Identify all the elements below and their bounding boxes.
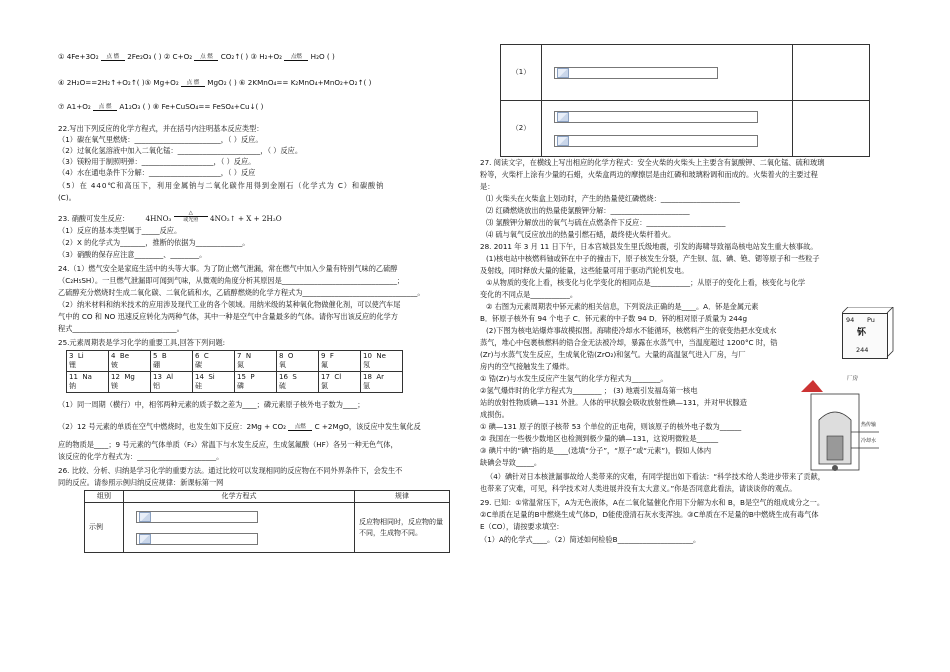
q25-title: 25.元素周期表是学习化学的重要工具,回答下列问题: <box>58 338 226 347</box>
q26-header-row <box>85 491 450 503</box>
element-cell <box>235 372 277 393</box>
q22-line: （5）在 440℃和高压下，利用金属钠与二氧化碳作用得到金刚石（化学式为 C）和碳酸钠 <box>58 181 385 190</box>
q26-rule-cell <box>793 45 870 101</box>
element-cell <box>361 351 403 372</box>
element-cell <box>235 351 277 372</box>
condition-text: 点 燃 <box>101 54 125 61</box>
q25-text: （2）12 号元素的单质在空气中燃烧时，也发生如下反应：2Mg + CO₂ <box>58 422 286 431</box>
q22-line: （2）过氧化氢溶液中加入二氧化锰：_______________________，（ ）反应。 <box>58 146 303 155</box>
q26-row-label: （2） <box>501 101 542 157</box>
q24-line: 乙硫醇充分燃烧时生成二氧化碳、二氧化硫和水，乙硫醇燃烧的化学方程式为________________________________。 <box>58 288 425 297</box>
element-text: 16 S 硫 <box>279 373 297 390</box>
element-cell <box>193 372 235 393</box>
element-text: 5 B 硼 <box>153 352 167 369</box>
image-placeholder-icon <box>557 112 569 122</box>
q28-line: ② 右图为元素周期表中钚元素的相关信息，下列说法正确的是____。A．钚是金属元素 <box>486 302 759 311</box>
eq-text: 2Fe₂O₃ ( ) ② C+O₂ <box>127 52 193 61</box>
answer-box[interactable] <box>554 111 758 123</box>
q26-rule-cell <box>793 101 870 157</box>
eq-text: ④ 2H₂O==2H₂↑+O₂↑( )⑤ Mg+O₂ <box>58 78 179 87</box>
eq-text: 4HNO₃ <box>145 214 172 223</box>
condition-text: △ <box>174 210 208 217</box>
q26-example-row <box>85 503 450 553</box>
q27-line: 是： <box>480 182 495 191</box>
element-cell <box>361 372 403 393</box>
image-placeholder-icon <box>557 136 569 146</box>
q27-line: 粉等，火柴杆上涂有少量的石蜡，火柴盒两边的摩擦层是由红磷和玻璃粉调和而成的。火柴着火的主要过程 <box>480 170 818 179</box>
q23-line: （3）硝酸的保存应注意________、________。 <box>58 250 207 259</box>
element-text: 11 Na 钠 <box>69 373 92 390</box>
periodic-row <box>67 372 403 393</box>
q28-line: 也带来了灾难，可见，科学技术对人类进展并没有太大意义。”你是否同意此看法，请谈谈你的观点。 <box>480 484 797 493</box>
q23-equation <box>58 210 282 223</box>
q27-line: ⑶ 氯酸钾分解放出的氧气与硫在点燃条件下反应：______________________ <box>486 218 726 227</box>
eq-text: ⑦ A1+O₂ <box>58 102 91 111</box>
q26-table-continued <box>500 44 870 157</box>
pu-atomic-number: 94 <box>846 316 855 324</box>
answer-box[interactable] <box>554 67 718 79</box>
q25-text: C +2MgO，该反应中发生氧化反 <box>314 422 421 431</box>
q28-line: ① 碘—131 原子的原子核带 53 个单位的正电荷，则该原子的核外电子数为______ <box>480 422 742 431</box>
q29-line: ②C单质在足量的B中燃烧生成气体D，D能使澄清石灰水变浑浊。③C单质在不足量的B中燃烧生成有毒气体 <box>480 510 819 519</box>
element-cell <box>109 351 151 372</box>
q26-equation-cell <box>542 101 793 157</box>
condition-text: 点 燃 <box>181 80 205 87</box>
cooling-water-label: 冷却水 <box>861 438 877 444</box>
condition-mark <box>194 54 218 61</box>
q22-line: （3）镁粉用于制照明弹：____________________，（ ）反应。 <box>58 157 256 166</box>
core-shape <box>827 436 843 460</box>
element-text: 10 Ne 氖 <box>363 352 386 369</box>
q24-line: 气中的 CO 和 NO 迅速反应转化为两种气体，其中一种是空气中含量最多的气体。请你写出该反应的化学方 <box>58 312 398 321</box>
element-cell <box>277 372 319 393</box>
element-text: 18 Ar 氩 <box>363 373 385 390</box>
element-text: 14 Si 硅 <box>195 373 215 390</box>
equation-line-1 <box>58 52 335 61</box>
q26-row-label: （1） <box>501 45 542 101</box>
q28-line: ②氢气爆炸时的化学方程式为________ ； (3) 地震引发福岛第一核电 <box>480 386 698 395</box>
q27-line: 27. 阅读文字，在横线上写出相应的化学方程式：安全火柴的火柴头上主要含有氯酸钾、二氧化锰、硫和玻璃 <box>480 158 825 167</box>
condition-text: 点 燃 <box>93 104 117 111</box>
q23-line: （2）X 的化学式为_______，推断的依据为_____________。 <box>58 238 250 247</box>
q28-line: 及射线，同时释放大量的能量，这些能量可用于驱动汽轮机发电。 <box>480 266 689 275</box>
q24-line: （C₂H₅SH）。一旦燃气泄漏即可闻到气味，从微观的角度分析其原因是________________________________； <box>58 276 404 285</box>
equation-line-2 <box>58 78 371 87</box>
q24-line: 程式_____________________________。 <box>58 324 184 333</box>
q28-line: （4）碘针对日本核泄漏事故给人类带来的灾难，有同学提出如下看法：“科学技术给人类进步带来了贡献， <box>486 472 825 481</box>
condition-text: 点燃 <box>288 424 312 431</box>
q28-line: (Zr)与水蒸气发生反应，生成氧化锆(ZrO₂)和氢气。大量的高温氢气进入厂房，与厂 <box>480 350 746 359</box>
image-placeholder-icon <box>139 512 151 522</box>
q22-line: （1）碳在氧气里燃烧：________________________，（ ）反应。 <box>58 135 263 144</box>
element-cell <box>109 372 151 393</box>
periodic-row <box>67 351 403 372</box>
q25-line-2 <box>58 422 421 431</box>
card-3d-edge <box>842 307 894 359</box>
q26-row-label: 示例 <box>85 503 124 553</box>
q26-equation-cell <box>124 503 355 553</box>
q28-line: (2)下图为核电站爆炸事故模拟图。海啸使冷却水不能循环，核燃料产生的衰变热把水变成水 <box>486 326 777 335</box>
element-cell <box>67 351 109 372</box>
q27-line: ⑷ 硫与氧气反应放出的热量引燃石蜡，最终使火柴杆着火。 <box>486 230 676 239</box>
eq-text: ① 4Fe+3O₂ <box>58 52 99 61</box>
eq-text: 4NO₂↑ + X + 2H₂O <box>210 214 282 223</box>
pu-mass: 244 <box>856 346 869 354</box>
q25-line: （1）同一周期（横行）中，相邻两种元素的质子数之差为____；磷元素原子核外电子数为____； <box>58 400 365 409</box>
image-placeholder-icon <box>557 68 569 78</box>
q27-line: ⑵ 红磷燃烧放出的热量使氯酸钾分解：______________________ <box>486 206 690 215</box>
q26-row <box>501 101 870 157</box>
element-text: 17 Cl 氯 <box>321 373 342 390</box>
q25-line: 该反应的化学方程式为：______________________。 <box>58 452 224 461</box>
building-label: 厂房 <box>847 376 859 382</box>
q26-header: 化学方程式 <box>124 491 355 503</box>
q28-line: 站的放射性物质碘—131 外泄。人体的甲状腺会吸收放射性碘—131，并对甲状腺造 <box>480 398 747 407</box>
q28-line: 28. 2011 年 3 月 11 日下午，日本宫城县发生里氏级地震，引发的海啸导致福岛核电站发生重大核事故。 <box>480 242 818 251</box>
q23-title: 23. 硝酸可发生反应： <box>58 214 130 223</box>
q28-line: 蒸气，堆心中包裹核燃料的锆合金无法被冷却，暴露在水蒸气中，当温度超过 1200°C 时，锆 <box>480 338 778 347</box>
pu-symbol: Pu <box>867 316 875 324</box>
q23-line: （1）反应的基本类型属于_____反应。 <box>58 226 182 235</box>
q26-row <box>501 45 870 101</box>
element-text: 8 O 氧 <box>279 352 294 369</box>
q26-line: 同的反应。请参照示例归纳反应规律：新课标第一网 <box>58 478 224 487</box>
q28-line: 变化的不同点是___________。 <box>480 290 578 299</box>
q28-line: 房内的空气接触发生了爆炸。 <box>480 362 574 371</box>
q29-line: E（CO），请按要求填空： <box>480 522 564 531</box>
element-cell <box>319 372 361 393</box>
element-cell <box>151 351 193 372</box>
element-cell <box>319 351 361 372</box>
element-text: 4 Be 铍 <box>111 352 130 369</box>
element-cell <box>67 372 109 393</box>
condition-text: 点 燃 <box>194 54 218 61</box>
q22-line: (C)。 <box>58 193 76 202</box>
condition-mark <box>174 210 208 223</box>
equation-line-3 <box>58 102 263 111</box>
q28-line: 缺碘会导致_____。 <box>480 458 542 467</box>
condition-text: 点燃 <box>284 54 308 61</box>
q28-line: 成损伤。 <box>480 410 509 419</box>
q26-header: 组别 <box>85 491 124 503</box>
q28-line: ①从物质的变化上看，核变化与化学变化的相同点是___________；从原子的变化上看，核变化与化学 <box>486 278 806 287</box>
q22-line: （4）水在通电条件下分解：____________________，（ ）反应 <box>58 168 256 177</box>
eq-text: A1₂O₃ ( ) ⑧ Fe+CuSO₄== FeSO₄+Cu↓( ) <box>119 102 264 111</box>
answer-box[interactable] <box>136 511 258 523</box>
q27-line: ⑴ 火柴头在火柴盒上划动时，产生的热量使红磷燃烧：______________________ <box>486 194 740 203</box>
q24-line: （2）纳米材料和纳米技术的应用涉及现代工业的各个领域。用纳米级的某种氧化物做催化剂，可以使汽车尾 <box>58 300 401 309</box>
q29-line: 29. 已知：①常温常压下，A为无色液体，A在二氧化锰催化作用下分解为水和 B，B是空气的组成成分之一。 <box>480 498 825 507</box>
element-cell <box>151 372 193 393</box>
answer-box[interactable] <box>136 533 258 545</box>
pu-name: 钚 <box>857 328 867 338</box>
q28-line: ② 我国在一些极少数地区也检测到极少量的碘—131，这说明微粒是______ <box>480 434 719 443</box>
q28-line: ① 锆(Zr)与水发生反应产生氢气的化学方程式为________。 <box>480 374 668 383</box>
element-text: 12 Mg 镁 <box>111 373 135 390</box>
condition-mark <box>288 424 312 431</box>
q26-equation-cell <box>542 45 793 101</box>
answer-box[interactable] <box>554 135 758 147</box>
q28-line: ③ 碘片中的“碘”指的是____(选填“分子”，“原子”或“元素”)，假如人体内 <box>480 446 712 455</box>
condition-mark <box>284 54 308 61</box>
q25-line: 应的物质是____；9 号元素的气体单质（F₂）常温下与水发生反应，生成氢氟酸（HF）各另一种无色气体， <box>58 440 398 449</box>
image-placeholder-icon <box>139 534 151 544</box>
element-text: 13 Al 铝 <box>153 373 174 390</box>
element-text: 9 F 氟 <box>321 352 334 369</box>
eq-text: CO₂↑( ) ③ H₂+O₂ <box>220 52 283 61</box>
element-cell <box>193 351 235 372</box>
pump-shape <box>832 465 838 471</box>
condition-mark <box>181 80 205 87</box>
condition-mark <box>101 54 125 61</box>
q26-table <box>84 490 450 553</box>
condition-text: 或光照 <box>183 217 199 223</box>
reactor-diagram <box>797 374 887 478</box>
q24-line: 24.（1）燃气安全是家庭生活中的头等大事。为了防止燃气泄漏，常在燃气中加入少量有特别气味的乙硫醇 <box>58 264 398 273</box>
q29-line: （1）A的化学式____。（2）简述如何检验B_____________________。 <box>480 535 701 544</box>
explosion-icon <box>801 380 823 392</box>
q22-title: 22.写出下列反应的化学方程式，并在括号内注明基本反应类型： <box>58 124 264 133</box>
q26-header: 规律 <box>355 491 450 503</box>
element-text: 3 Li 锂 <box>69 352 84 369</box>
q26-rule: 反应物相同时，反应物的量不同，生成物不同。 <box>355 503 450 553</box>
element-text: 6 C 碳 <box>195 352 209 369</box>
eq-text: H₂O ( ) <box>310 52 335 61</box>
q28-line: (1)核电站中核燃料铀或钚在中子的撞击下，原子核发生分裂，产生钡、氙、碘、铯、锶等原子和一些粒子 <box>486 254 820 263</box>
periodic-table <box>66 350 403 393</box>
element-text: 7 N 氮 <box>237 352 252 369</box>
heat-transfer-label: 热传输 <box>861 422 877 428</box>
element-cell <box>277 351 319 372</box>
element-text: 15 P 磷 <box>237 373 255 390</box>
condition-mark <box>93 104 117 111</box>
q28-line: B．钚原子核外有 94 个电子 C．钚元素的中子数 94 D．钚的相对原子质量为 244g <box>480 314 748 323</box>
explosion-label: 爆炸 <box>797 393 808 399</box>
q26-line: 26. 比较、分析、归纳是学习化学的重要方法。通过比较可以发现相同的反应物在不同外界条件下，会发生不 <box>58 466 403 475</box>
eq-text: MgO₂ ( ) ⑥ 2KMnO₄== K₂MnO₄+MnO₂+O₂↑( ) <box>207 78 372 87</box>
